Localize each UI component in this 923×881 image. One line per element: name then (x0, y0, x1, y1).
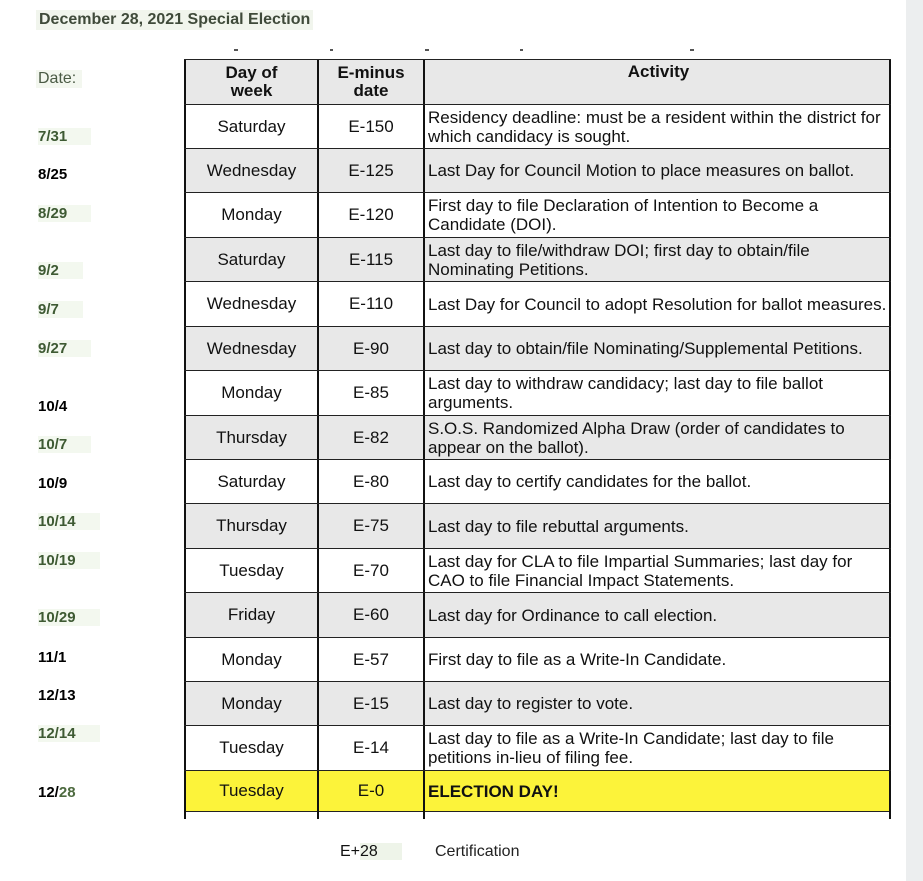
date-cell: 10/19 (38, 552, 100, 569)
date-cell: 10/29 (38, 609, 100, 626)
table-row (184, 148, 891, 192)
day-of-week-cell: Monday (184, 638, 317, 681)
cropped-text-residue (425, 49, 429, 51)
table-row (184, 192, 891, 237)
day-of-week-cell: Saturday (184, 460, 317, 503)
date-cell: 11/1 (38, 649, 67, 666)
activity-cell: Last day for Ordinance to call election. (423, 593, 891, 637)
day-of-week-cell: Tuesday (184, 726, 317, 770)
activity-cell: Last day to register to vote. (423, 682, 891, 725)
date-cell: 9/27 (38, 340, 91, 357)
activity-cell: Last day to withdraw candidacy; last day to file ballot arguments. (423, 371, 891, 415)
cropped-text-residue (330, 49, 333, 51)
day-of-week-cell: Wednesday (184, 149, 317, 192)
election-day-row (184, 770, 891, 811)
page-edge-scroll-track (906, 0, 923, 881)
day-of-week-cell: Thursday (184, 504, 317, 548)
date-cell: 10/9 (38, 475, 68, 492)
e-minus-cell: E-150 (317, 105, 423, 148)
date-cell: 9/7 (38, 301, 83, 318)
e-minus-cell: E-0 (317, 771, 423, 811)
e-minus-cell: E-82 (317, 416, 423, 459)
cropped-text-residue (690, 49, 694, 51)
date-cell: 10/4 (38, 398, 68, 415)
e-minus-cell: E-120 (317, 193, 423, 237)
day-of-week-cell: Wednesday (184, 282, 317, 326)
date-cell: 8/25 (38, 166, 68, 183)
date-cell: 7/31 (38, 128, 91, 145)
cropped-text-residue (234, 49, 238, 51)
day-of-week-cell: Monday (184, 682, 317, 725)
page-title: December 28, 2021 Special Election (36, 10, 313, 30)
e-minus-cell: E-57 (317, 638, 423, 681)
e-minus-cell: E-14 (317, 726, 423, 770)
day-of-week-cell: Saturday (184, 105, 317, 148)
e-minus-cell: E-110 (317, 282, 423, 326)
table-row (184, 370, 891, 415)
date-cell: 12/14 (38, 725, 100, 742)
day-of-week-cell: Tuesday (184, 771, 317, 811)
table-header-row (184, 59, 891, 104)
certification-e-plus-date: E+28 (340, 843, 402, 861)
e-minus-cell: E-15 (317, 682, 423, 725)
activity-cell: Last day to file as a Write-In Candidate; last day to file petitions in-lieu of filing fee. (423, 726, 891, 770)
e-minus-cell: E-60 (317, 593, 423, 637)
e-minus-cell: E-90 (317, 327, 423, 370)
activity-cell: Last day to file rebuttal arguments. (423, 504, 891, 548)
activity-cell: Last day to file/withdraw DOI; first day to obtain/file Nominating Petitions. (423, 238, 891, 281)
activity-cell: Residency deadline: must be a resident within the district for which candidacy is sought. (423, 105, 891, 148)
e-minus-cell: E-70 (317, 549, 423, 592)
e-minus-cell: E-115 (317, 238, 423, 281)
activity-cell: Last day for CLA to file Impartial Summaries; last day for CAO to file Financial Impact Statements. (423, 549, 891, 592)
activity-cell: Last day to certify candidates for the ballot. (423, 460, 891, 503)
day-of-week-cell: Wednesday (184, 327, 317, 370)
day-of-week-cell: Thursday (184, 416, 317, 459)
date-cell: 8/29 (38, 205, 91, 222)
table-row (184, 725, 891, 770)
activity-cell: Last Day for Council to adopt Resolution for ballot measures. (423, 282, 891, 326)
date-cell: 10/14 (38, 513, 100, 530)
day-of-week-cell: Friday (184, 593, 317, 637)
column-rule-stub (184, 811, 186, 819)
table-row (184, 681, 891, 725)
date-cell: 9/2 (38, 262, 83, 279)
table-row (184, 459, 891, 503)
day-of-week-cell: Tuesday (184, 549, 317, 592)
table-row (184, 592, 891, 637)
date-cell: 10/7 (38, 436, 91, 453)
day-of-week-cell: Saturday (184, 238, 317, 281)
activity-cell: Last Day for Council Motion to place measures on ballot. (423, 149, 891, 192)
table-row (184, 637, 891, 681)
header-activity: Activity (423, 60, 891, 104)
activity-cell: First day to file as a Write-In Candidate. (423, 638, 891, 681)
header-e-minus-date: E-minus date (317, 60, 423, 104)
table-row (184, 237, 891, 281)
activity-cell: Last day to obtain/file Nominating/Supplemental Petitions. (423, 327, 891, 370)
table-row (184, 326, 891, 370)
header-day-of-week: Day of week (184, 60, 317, 104)
date-column-label: Date: (36, 70, 82, 88)
e-minus-cell: E-85 (317, 371, 423, 415)
column-rule-stub (889, 811, 891, 819)
date-cell: 12/13 (38, 687, 76, 704)
e-minus-cell: E-125 (317, 149, 423, 192)
column-rule-stub (423, 811, 425, 819)
certification-activity: Certification (435, 843, 520, 860)
day-of-week-cell: Monday (184, 371, 317, 415)
table-row (184, 548, 891, 592)
table-row (184, 281, 891, 326)
column-rule-stub (317, 811, 319, 819)
activity-cell: S.O.S. Randomized Alpha Draw (order of candidates to appear on the ballot). (423, 416, 891, 459)
election-schedule-table (184, 59, 891, 811)
e-minus-cell: E-80 (317, 460, 423, 503)
day-of-week-cell: Monday (184, 193, 317, 237)
table-bottom-rule (184, 811, 891, 812)
table-row (184, 503, 891, 548)
activity-cell: ELECTION DAY! (423, 771, 891, 811)
table-row (184, 104, 891, 148)
e-minus-cell: E-75 (317, 504, 423, 548)
activity-cell: First day to file Declaration of Intention to Become a Candidate (DOI). (423, 193, 891, 237)
table-row (184, 415, 891, 459)
date-cell: 12/28 (38, 784, 76, 801)
cropped-text-residue (520, 49, 523, 51)
